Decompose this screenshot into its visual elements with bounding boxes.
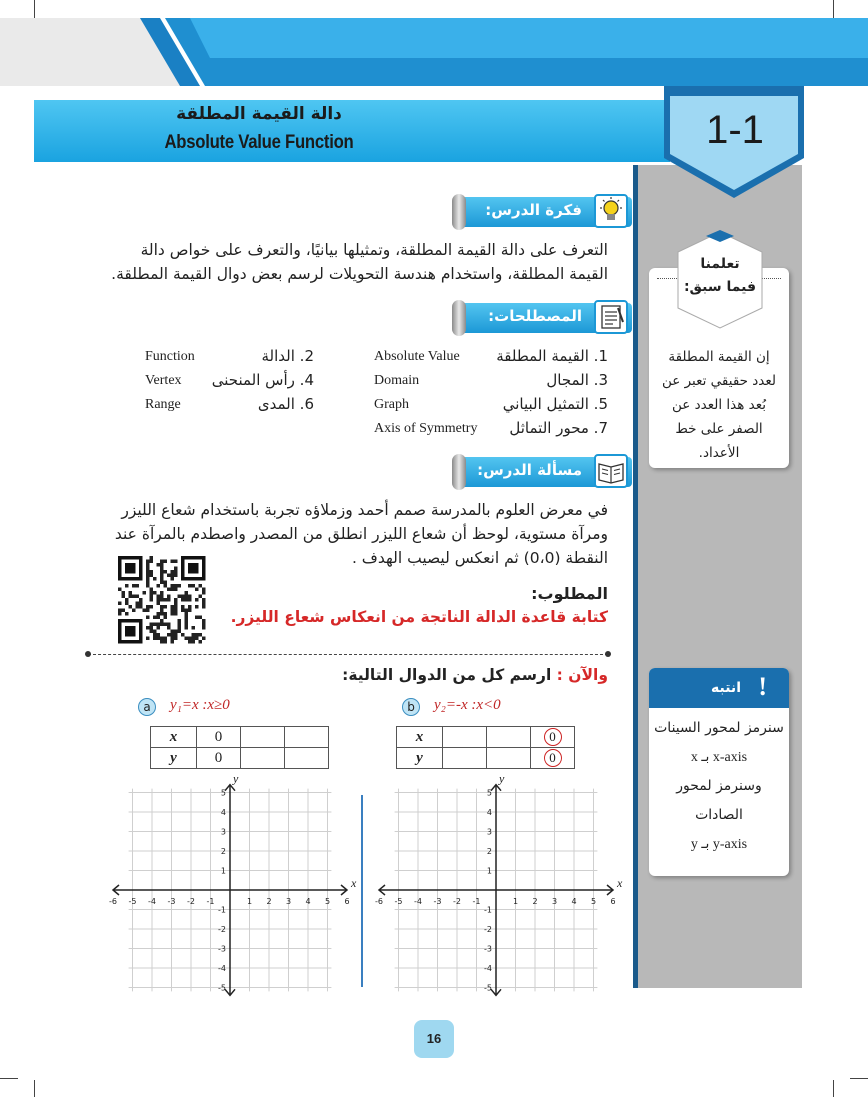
x-tick-label: -5 [128, 897, 137, 906]
page-number: 16 [414, 1020, 454, 1058]
term-6-en: Range [145, 397, 181, 412]
table-cell[interactable] [531, 748, 575, 769]
table-cell[interactable] [285, 748, 329, 769]
table-cell[interactable] [487, 727, 531, 748]
exercise-b-equation: y₂=-x :x<0 [434, 697, 501, 713]
x-tick-label: 6 [344, 897, 350, 906]
clipboard-icon [594, 300, 628, 334]
x-tick-label: 3 [285, 897, 292, 906]
x-tick-label: 5 [324, 897, 331, 906]
table-cell[interactable] [285, 727, 329, 748]
x-axis-label: x [617, 876, 623, 890]
term-1-ar: 1. القيمة المطلقة [496, 347, 608, 365]
terms-header [462, 303, 632, 333]
now-text: ارسم كل من الدوال التالية: [342, 666, 552, 684]
term-3-ar: 3. المجال [546, 371, 608, 389]
y-tick-label: -2 [218, 925, 226, 934]
y-label-cell: y [397, 748, 443, 769]
divider-dot [605, 651, 611, 657]
circled-zero: 0 [544, 749, 562, 767]
y-tick-label: -5 [484, 983, 492, 993]
table-cell[interactable]: 0 [197, 727, 241, 748]
required-label: المطلوب: [531, 584, 608, 603]
note-box [649, 668, 789, 876]
divider-dot [85, 651, 91, 657]
y-axis-label: y [499, 771, 505, 786]
table-cell[interactable] [443, 727, 487, 748]
y-tick-label: -3 [218, 944, 226, 954]
y-label-cell: y [151, 748, 197, 769]
idea-text: التعرف على دالة القيمة المطلقة، وتمثيلها بيانيًا، والتعرف على خواص دالة القيمة المطلقة، واستخدام هندسة التحويلات لرسم بعض دوال القيمة المطلقة. [111, 241, 608, 283]
x-tick-label: -5 [394, 897, 403, 906]
learned-title-2: فيما سبق: [683, 279, 757, 295]
note-header [649, 668, 789, 708]
term-5-en: Graph [374, 397, 409, 412]
y-tick-label: -1 [218, 905, 226, 915]
sidebar-edge [633, 165, 638, 988]
x-tick-label: 1 [246, 897, 253, 906]
lesson-title-en: Absolute Value Function [164, 132, 354, 153]
x-tick-label: -1 [472, 897, 481, 906]
scroll-decoration [452, 300, 466, 336]
table-cell[interactable] [531, 727, 575, 748]
qr-code-icon[interactable] [118, 556, 208, 644]
y-tick-label: 5 [486, 788, 492, 798]
lightbulb-icon [594, 194, 628, 228]
note-title: انتبه [711, 680, 741, 696]
note-line: سنرمز لمحور السينات [654, 720, 784, 736]
exercise-a-table [150, 726, 329, 769]
learned-text: إن القيمة المطلقة لعدد حقيقي تعبر عن بُعد هذا العدد عن الصفر على خط الأعداد. [661, 349, 777, 461]
problem-header [462, 457, 632, 487]
scroll-decoration [452, 454, 466, 490]
note-line: x-axis بـ x [690, 750, 748, 765]
y-tick-label: 1 [486, 866, 492, 876]
y-tick-label: 4 [220, 808, 226, 817]
x-tick-label: -2 [453, 897, 461, 906]
y-tick-label: 5 [220, 788, 226, 798]
x-tick-label: 3 [551, 897, 558, 906]
term-4-en: Vertex [145, 373, 182, 388]
term-2-ar: 2. الدالة [261, 347, 314, 365]
term-5-ar: 5. التمثيل البياني [502, 395, 608, 413]
exercise-b-label: b [402, 698, 420, 716]
y-tick-label: 2 [486, 847, 492, 856]
x-label-cell: x [151, 727, 197, 748]
term-2-en: Function [145, 349, 195, 364]
divider [88, 654, 608, 655]
y-tick-label: 2 [220, 847, 226, 856]
table-cell[interactable] [487, 748, 531, 769]
terms-header-label: المصطلحات: [488, 307, 582, 325]
idea-header-label: فكرة الدرس: [485, 201, 582, 219]
table-cell[interactable] [241, 727, 285, 748]
x-tick-label: 2 [532, 897, 538, 906]
learned-title-1: تعلمنا [700, 256, 740, 272]
scroll-decoration [452, 194, 466, 230]
exercise-a-equation: y₁=x :x≥0 [170, 697, 230, 713]
idea-header [462, 197, 632, 227]
y-tick-label: -5 [218, 983, 226, 993]
term-7-ar: 7. محور التماثل [509, 419, 608, 437]
x-tick-label: -2 [187, 897, 195, 906]
table-cell[interactable] [241, 748, 285, 769]
x-tick-label: -6 [375, 897, 383, 906]
y-tick-label: -3 [484, 944, 492, 954]
problem-header-label: مسألة الدرس: [477, 461, 582, 479]
y-tick-label: -4 [218, 964, 226, 973]
now-instruction [342, 666, 608, 684]
x-tick-label: -6 [109, 897, 117, 906]
x-tick-label: -1 [206, 897, 215, 906]
exercise-a-label: a [138, 698, 156, 716]
y-tick-label: 4 [486, 808, 492, 817]
x-tick-label: 4 [305, 897, 311, 906]
x-tick-label: -3 [167, 897, 176, 906]
x-tick-label: 5 [590, 897, 597, 906]
now-prefix: والآن : [556, 666, 608, 684]
y-axis-label: y [233, 771, 239, 786]
term-4-ar: 4. رأس المنحنى [211, 371, 314, 389]
y-tick-label: 3 [220, 827, 226, 837]
term-7-en: Axis of Symmetry [374, 421, 478, 436]
y-tick-label: -1 [484, 905, 492, 915]
note-line: وسنرمز لمحور [676, 778, 762, 794]
x-tick-label: 2 [266, 897, 272, 906]
x-tick-label: -4 [148, 897, 156, 906]
y-tick-label: 1 [220, 866, 226, 876]
note-line: الصادات [695, 807, 743, 823]
y-tick-label: 3 [486, 827, 492, 837]
note-line: y-axis بـ y [690, 837, 748, 852]
lesson-number: 1-1 [706, 108, 764, 152]
required-text: كتابة قاعدة الدالة الناتجة من انعكاس شعاع الليزر. [230, 608, 608, 626]
lesson-title-bar [34, 100, 670, 162]
exclamation-icon: ! [758, 672, 767, 701]
book-icon [594, 454, 628, 488]
circled-zero: 0 [544, 728, 562, 746]
x-tick-label: -3 [433, 897, 442, 906]
lesson-title-ar: دالة القيمة المطلقة [176, 104, 342, 124]
x-label-cell: x [397, 727, 443, 748]
x-tick-label: 6 [610, 897, 616, 906]
table-cell[interactable]: 0 [197, 748, 241, 769]
x-tick-label: -4 [414, 897, 422, 906]
top-banner [0, 18, 868, 86]
y-tick-label: -4 [484, 964, 492, 973]
term-6-ar: 6. المدى [257, 395, 314, 413]
term-1-en: Absolute Value [374, 349, 460, 364]
y-tick-label: -2 [484, 925, 492, 934]
coordinate-grid-a[interactable] [109, 771, 357, 993]
term-3-en: Domain [374, 373, 420, 388]
problem-text: في معرض العلوم بالمدرسة صمم أحمد وزملاؤه تجربة باستخدام شعاع الليزر ومرآة مستوية، لوحظ أن شعاع الليزر انطلق من المصدر واصطدم بالمرآة عند النقطة (0،0) ثم انعكس ليصيب الهدف . [114, 501, 608, 567]
coordinate-grid-b[interactable] [375, 771, 623, 993]
note-text [649, 708, 789, 859]
x-tick-label: 1 [512, 897, 519, 906]
table-cell[interactable] [443, 748, 487, 769]
x-tick-label: 4 [571, 897, 577, 906]
x-axis-label: x [351, 876, 357, 890]
exercise-b-table [396, 726, 575, 769]
grid-separator [361, 795, 363, 987]
